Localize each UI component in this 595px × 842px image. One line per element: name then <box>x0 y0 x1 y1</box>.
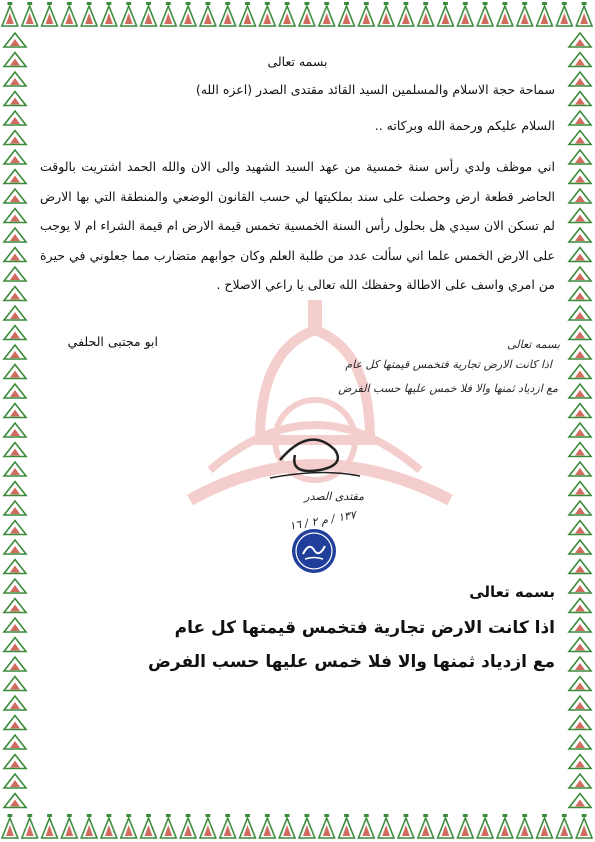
letter-question-paragraph: اني موظف ولدي رأس سنة خمسية من عهد السيد الشهيد والى الان والله الحمد اشتريت بالوقت الحاضر قطعة ارض وحصلت على سند بملكيتها لي حسب القانون الوضعي والمنطقة التي بها الارض لم تسكن الان سيدي هل بحلول رأس السنة الخمسية تخمس قيمة الارض ام قيمة الشراء ام لا يوجب على الارض الخمس علما اني سألت عدد من طلبة العلم وكان جوابهم متضارب مما جعلوني في حيرة من امري واسف على الاطالة وحفظك الله تعالى يا راعي الاصلاح . <box>40 159 555 292</box>
letter-basmala: بسمه تعالى <box>267 54 328 69</box>
letter-greeting: سماحة حجة الاسلام والمسلمين السيد القائد مقتدى الصدر (اعزه الله) <box>195 82 555 97</box>
office-seal-stamp <box>291 528 337 574</box>
handwritten-answer-line-1: اذا كانت الارض تجارية فتخمس قيمتها كل عام <box>345 358 552 371</box>
handwritten-answer-line-2: مع ازدياد ثمنها والا فلا خمس عليها حسب الفرض <box>338 382 558 395</box>
decorative-border-bottom <box>0 812 595 842</box>
answer-line-1: اذا كانت الارض تجارية فتخمس قيمتها كل عام <box>174 618 555 638</box>
answer-line-2: مع ازدياد ثمنها والا فلا خمس عليها حسب الفرض <box>148 652 555 672</box>
decorative-border-right <box>565 30 595 812</box>
decorative-border-left <box>0 30 30 812</box>
handwritten-reply <box>270 338 560 428</box>
signature-name: مقتدى الصدر <box>304 490 364 503</box>
decorative-border-top <box>0 0 595 30</box>
letter-signer: ابو مجتبى الحلفي <box>67 334 158 349</box>
answer-basmala: بسمه تعالى <box>469 583 555 601</box>
signature-date: ١٣٧ / م ٢ / ١٦ <box>288 508 357 533</box>
handwritten-basmala: بسمه تعالى <box>507 338 560 351</box>
letter-salutation: السلام عليكم ورحمة الله وبركاته .. <box>374 118 555 133</box>
